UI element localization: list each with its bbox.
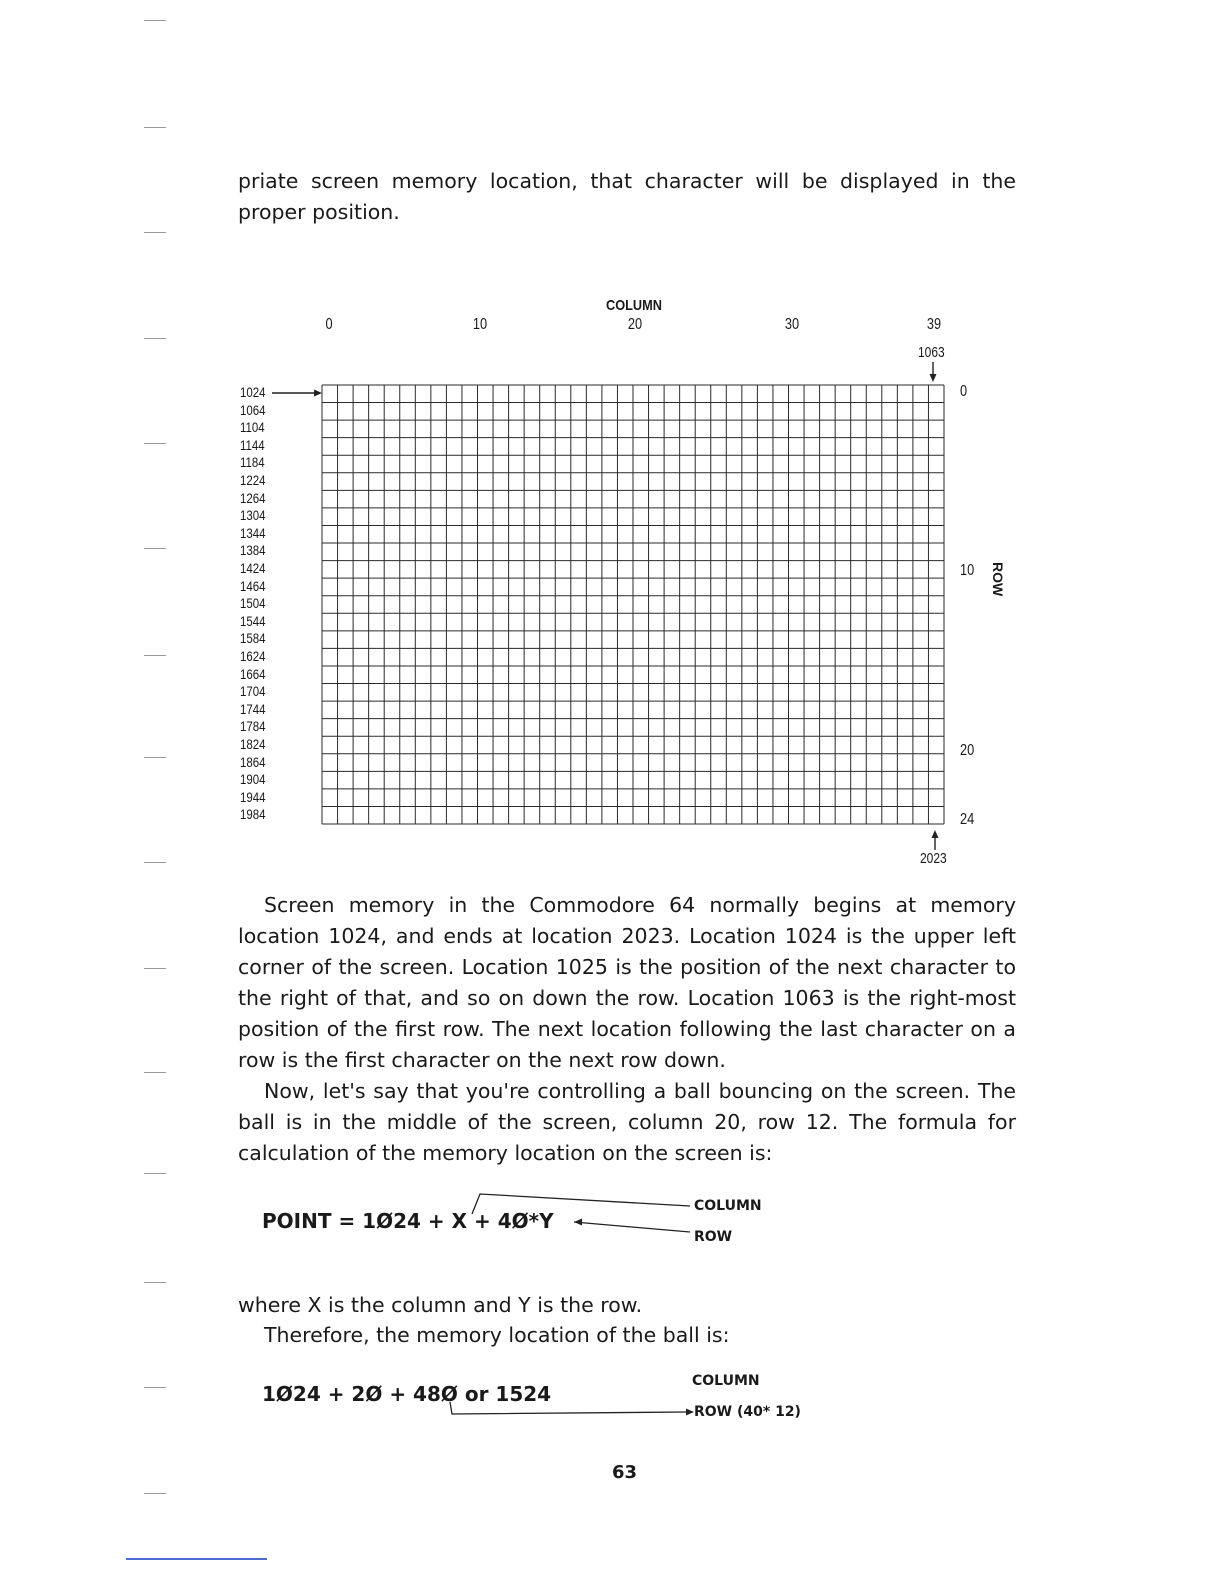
row-label-24: 24: [960, 811, 975, 828]
where-paragraph: where X is the column and Y is the row.: [238, 1293, 643, 1317]
column-label-30: 30: [784, 316, 800, 333]
grid-lines: [322, 385, 944, 824]
row-address: 1424: [240, 560, 266, 576]
page-number: 63: [612, 1462, 638, 1483]
formula1-row-annotation: ROW: [694, 1229, 733, 1245]
row-address: 1744: [240, 700, 266, 717]
row-address: 1624: [240, 648, 266, 664]
row-connector-2: [450, 1402, 686, 1414]
row-address: 1464: [240, 577, 266, 594]
body-paragraph-2: Now, let's say that you're controlling a ball bouncing on the screen. The ball is in the middle of the screen, column 20, row 12. The formula for calculation of the memory location on the screen is:: [238, 1079, 1016, 1165]
formula-result: 1Ø24 + 2Ø + 48Ø or 1524: [262, 1382, 552, 1406]
column-label-0: 0: [325, 316, 333, 333]
row-title: ROW: [990, 562, 1006, 597]
formula2-row-annotation: ROW (40* 12): [694, 1404, 801, 1420]
row-connector-arrow-2: [686, 1409, 694, 1416]
row-address: 1544: [240, 612, 266, 629]
formula2-column-annotation: COLUMN: [692, 1373, 760, 1389]
row-connector-arrow: [574, 1219, 582, 1226]
column-title: COLUMN: [606, 297, 662, 314]
bottom-right-arrow-head: [932, 830, 939, 838]
row-address: 1704: [240, 683, 266, 700]
row-address: 1984: [240, 806, 266, 823]
body-paragraph-1: Screen memory in the Commodore 64 normally begins at memory location 1024, and ends at location 2023. Location 1024 is the upper left corner of the screen. Location 1025 is the position of the next character to the right of that, and so on down the row. Location 1063 is the right-most position of the first row. The next location following the last character on a row is the first character on the next row down.: [238, 893, 1016, 1072]
column-label-20: 20: [627, 316, 643, 333]
formula2-connectors: [0, 1380, 1224, 1440]
top-right-address: 1063: [918, 344, 945, 361]
therefore-paragraph: Therefore, the memory location of the ball is:: [264, 1323, 730, 1347]
row-address: 1344: [240, 524, 266, 541]
column-connector: [472, 1194, 690, 1214]
row-address: 1264: [240, 489, 266, 506]
row-address: 1144: [240, 436, 265, 453]
row-address: 1304: [240, 507, 266, 524]
row-address: 1944: [240, 788, 266, 805]
column-label-39: 39: [926, 316, 942, 333]
footer-rule: [126, 1558, 267, 1560]
row-address: 1864: [240, 753, 266, 770]
row-address: 1024: [240, 384, 266, 400]
row-connector: [574, 1222, 690, 1232]
row-address: 1064: [240, 401, 266, 418]
row-address: 1184: [240, 454, 265, 471]
row-address: 1224: [240, 472, 266, 488]
row-address: 1504: [240, 595, 266, 612]
formula-point: POINT = 1Ø24 + X + 4Ø*Y: [262, 1209, 554, 1233]
formula1-column-annotation: COLUMN: [694, 1198, 762, 1214]
row-address: 1784: [240, 718, 266, 735]
row-label-0: 0: [960, 383, 968, 400]
row-label-10: 10: [960, 562, 975, 579]
row-address: 1824: [240, 736, 266, 752]
top-right-arrow-head: [930, 374, 937, 382]
intro-paragraph: priate screen memory location, that character will be displayed in the proper position.: [238, 169, 1016, 224]
column-label-10: 10: [472, 316, 488, 333]
row-address: 1904: [240, 771, 266, 788]
formula1-connectors: [0, 1180, 1224, 1260]
row-label-20: 20: [960, 742, 975, 759]
row-address: 1584: [240, 630, 266, 647]
row-address: 1104: [240, 419, 265, 436]
row-address: 1664: [240, 665, 266, 682]
row-address: 1384: [240, 542, 266, 559]
start-arrow-head: [314, 390, 322, 397]
bottom-right-address: 2023: [920, 850, 947, 867]
